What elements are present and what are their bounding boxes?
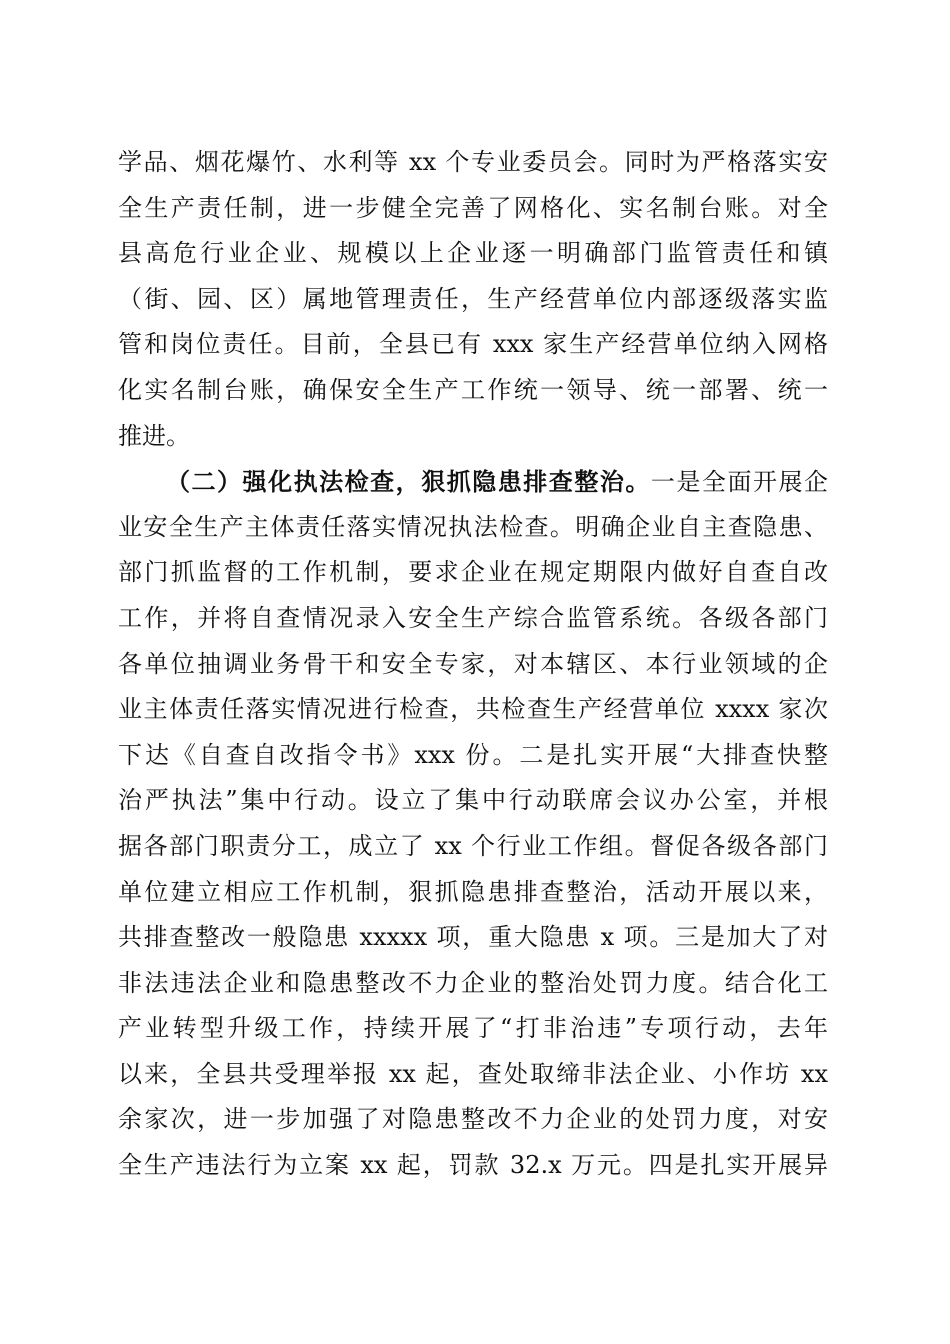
body-text [118, 140, 828, 1189]
text-line: 部门抓监督的工作机制，要求企业在规定期限内做好自查自改 [118, 558, 828, 587]
text-line: 工作，并将自查情况录入安全生产综合监管系统。各级各部门 [118, 603, 828, 632]
text-line: 非法违法企业和隐患整改不力企业的整治处罚力度。结合化工 [118, 968, 828, 997]
text-line: 产业转型升级工作，持续开展了“打非治违”专项行动，去年 [118, 1014, 828, 1043]
text-line: （街、园、区）属地管理责任，生产经营单位内部逐级落实监 [118, 284, 828, 313]
text-line: 业主体责任落实情况进行检查，共检查生产经营单位 xxxx 家次 [118, 695, 828, 724]
text-line: 以来，全县共受理举报 xx 起，查处取缔非法企业、小作坊 xx [118, 1059, 828, 1088]
text-run: 一是全面开展企 [650, 468, 829, 497]
paragraph-2 [118, 459, 828, 1189]
text-line: 县高危行业企业、规模以上企业逐一明确部门监管责任和镇 [118, 239, 828, 268]
text-line: 据各部门职责分工，成立了 xx 个行业工作组。督促各级各部门 [118, 831, 828, 860]
text-line: 业安全生产主体责任落实情况执法检查。明确企业自主查隐患、 [118, 512, 828, 541]
text-line: 下达《自查自改指令书》xxx 份。二是扎实开展“大排查快整 [118, 740, 828, 769]
text-line: 管和岗位责任。目前，全县已有 xxx 家生产经营单位纳入网格 [118, 330, 828, 359]
text-line: 共排查整改一般隐患 xxxxx 项，重大隐患 x 项。三是加大了对 [118, 923, 828, 952]
text-line: 推进。 [118, 421, 190, 450]
paragraph-1 [118, 140, 828, 459]
text-line: 化实名制台账，确保安全生产工作统一领导、统一部署、统一 [118, 375, 828, 404]
text-line: 治严执法”集中行动。设立了集中行动联席会议办公室，并根 [118, 786, 828, 815]
text-line: 余家次，进一步加强了对隐患整改不力企业的处罚力度，对安 [118, 1105, 828, 1134]
text-line: 全生产责任制，进一步健全完善了网格化、实名制台账。对全 [118, 193, 828, 222]
text-line: 单位建立相应工作机制，狠抓隐患排查整治，活动开展以来， [118, 877, 828, 906]
paragraph-2-first-line [118, 459, 828, 505]
text-line: 学品、烟花爆竹、水利等 xx 个专业委员会。同时为严格落实安 [118, 148, 828, 176]
text-line: 各单位抽调业务骨干和安全专家，对本辖区、本行业领域的企 [118, 649, 828, 678]
section-heading: （二）强化执法检查，狠抓隐患排查整治。 [166, 467, 651, 497]
text-line: 全生产违法行为立案 xx 起，罚款 32.x 万元。四是扎实开展异 [118, 1151, 828, 1180]
